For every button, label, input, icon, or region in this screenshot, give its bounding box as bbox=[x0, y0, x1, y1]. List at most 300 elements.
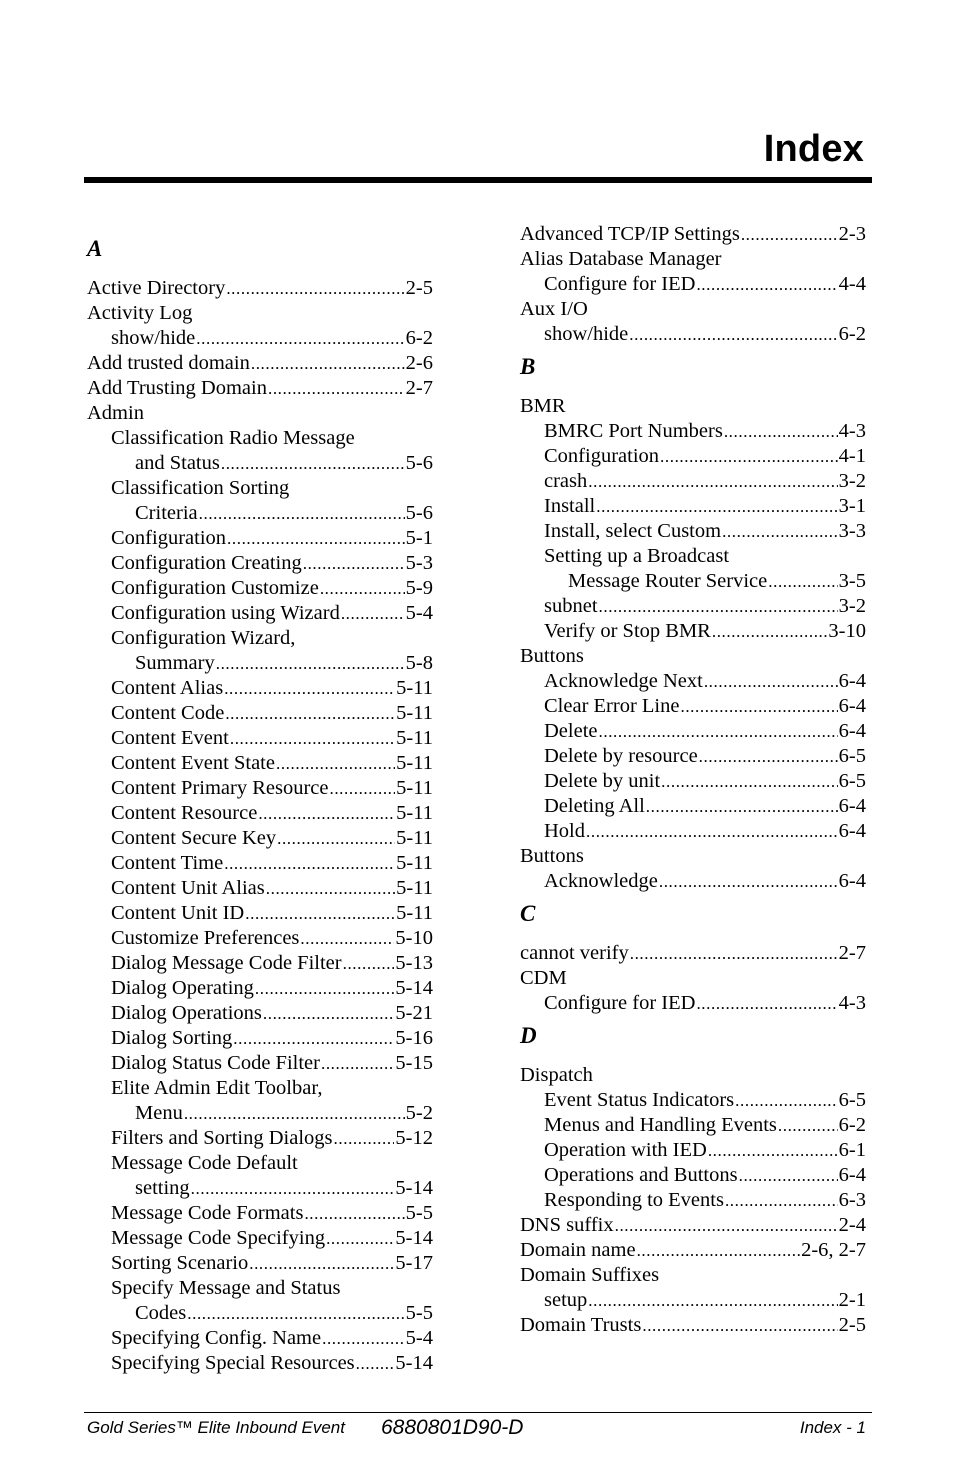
index-entry bbox=[520, 1138, 866, 1163]
index-entry-term: Responding to Events bbox=[544, 1189, 724, 1211]
index-entry bbox=[87, 401, 433, 426]
dot-leader bbox=[268, 376, 405, 401]
index-entry-term: Setting up a Broadcast bbox=[544, 545, 730, 567]
index-entry-term: Domain name bbox=[520, 1239, 636, 1261]
index-entry-page-ref: 5-4 bbox=[405, 602, 433, 624]
index-entry-term: crash bbox=[544, 470, 588, 492]
index-entry-page-ref: 4-1 bbox=[838, 445, 866, 467]
index-entry-page-ref: 5-11 bbox=[396, 902, 433, 924]
index-entry-page-ref: 5-11 bbox=[396, 702, 433, 724]
dot-leader bbox=[329, 776, 395, 801]
index-entry bbox=[520, 222, 866, 247]
dot-leader bbox=[646, 794, 838, 819]
index-entry bbox=[87, 301, 433, 326]
index-entry bbox=[87, 1001, 433, 1026]
index-entry-term: Alias Database Manager bbox=[520, 248, 722, 270]
index-entry-term: Hold bbox=[544, 820, 585, 842]
index-entry bbox=[87, 426, 433, 451]
footer-document-number: 6880801D90-D bbox=[381, 1416, 524, 1439]
index-entry bbox=[87, 1326, 433, 1351]
index-entry-page-ref: 2-5 bbox=[405, 277, 433, 299]
footer-page-number: Index - 1 bbox=[799, 1418, 866, 1437]
index-entry-page-ref: 4-3 bbox=[838, 992, 866, 1014]
index-entry bbox=[520, 1213, 866, 1238]
index-entry-page-ref: 5-2 bbox=[405, 1102, 433, 1124]
dot-leader bbox=[230, 726, 395, 751]
dot-leader bbox=[321, 1051, 394, 1076]
footer-rule bbox=[84, 1412, 872, 1413]
index-entry bbox=[520, 322, 866, 347]
dot-leader bbox=[341, 601, 405, 626]
dot-leader bbox=[184, 1101, 405, 1126]
index-entry-page-ref: 5-14 bbox=[395, 1227, 433, 1249]
index-entry-page-ref: 3-2 bbox=[838, 595, 866, 617]
index-entry bbox=[520, 1288, 866, 1313]
dot-leader bbox=[778, 1113, 838, 1138]
index-entry bbox=[520, 494, 866, 519]
index-entry bbox=[520, 1313, 866, 1338]
index-entry bbox=[87, 1276, 433, 1301]
index-entry-term: Dialog Message Code Filter bbox=[111, 952, 342, 974]
index-entry-term: Message Code Specifying bbox=[111, 1227, 326, 1249]
index-entry-term: setting bbox=[135, 1177, 190, 1199]
dot-leader bbox=[659, 869, 838, 894]
dot-leader bbox=[187, 1301, 404, 1326]
index-entry bbox=[520, 844, 866, 869]
dot-leader bbox=[216, 651, 405, 676]
index-entry-page-ref: 5-14 bbox=[395, 977, 433, 999]
index-entry-page-ref: 3-1 bbox=[838, 495, 866, 517]
index-entry bbox=[520, 769, 866, 794]
dot-leader bbox=[708, 1138, 838, 1163]
dot-leader bbox=[251, 351, 405, 376]
dot-leader bbox=[588, 469, 837, 494]
index-entry bbox=[520, 941, 866, 966]
index-entry bbox=[87, 1101, 433, 1126]
index-entry bbox=[87, 626, 433, 651]
dot-leader bbox=[320, 576, 405, 601]
index-entry-page-ref: 6-4 bbox=[838, 795, 866, 817]
index-entry-term: Configuration Customize bbox=[111, 577, 319, 599]
index-entry bbox=[520, 669, 866, 694]
index-entry bbox=[520, 394, 866, 419]
index-entry-page-ref: 3-5 bbox=[838, 570, 866, 592]
index-entry bbox=[520, 519, 866, 544]
index-entry-page-ref: 5-11 bbox=[396, 777, 433, 799]
index-entry-page-ref: 5-1 bbox=[405, 527, 433, 549]
index-entry-term: Buttons bbox=[520, 645, 584, 667]
index-entry-term: Event Status Indicators bbox=[544, 1089, 735, 1111]
index-entry bbox=[87, 326, 433, 351]
index-entry-term: Delete by resource bbox=[544, 745, 698, 767]
index-entry-term: Configure for IED bbox=[544, 273, 696, 295]
index-entry-term: Dialog Operations bbox=[111, 1002, 262, 1024]
index-entry bbox=[520, 644, 866, 669]
index-entry bbox=[87, 751, 433, 776]
index-entry-page-ref: 6-5 bbox=[838, 1089, 866, 1111]
index-entry-term: Aux I/O bbox=[520, 298, 588, 320]
dot-leader bbox=[304, 1201, 404, 1226]
index-entry-term: cannot verify bbox=[520, 942, 629, 964]
dot-leader bbox=[741, 222, 838, 247]
index-entry-term: Configuration Creating bbox=[111, 552, 302, 574]
index-entry-term: and Status bbox=[135, 452, 220, 474]
dot-leader bbox=[704, 669, 838, 694]
index-entry bbox=[87, 851, 433, 876]
index-entry bbox=[87, 526, 433, 551]
index-entry-term: Configuration using Wizard bbox=[111, 602, 340, 624]
index-entry-page-ref: 2-4 bbox=[838, 1214, 866, 1236]
index-entry bbox=[87, 826, 433, 851]
index-entry-term: Specifying Config. Name bbox=[111, 1327, 322, 1349]
index-entry-term: Summary bbox=[135, 652, 215, 674]
index-entry-term: show/hide bbox=[544, 323, 629, 345]
index-entry bbox=[87, 976, 433, 1001]
index-entry bbox=[87, 551, 433, 576]
index-entry-term: Advanced TCP/IP Settings bbox=[520, 223, 740, 245]
index-entry-term: Content Secure Key bbox=[111, 827, 277, 849]
index-column-left bbox=[87, 236, 433, 1376]
index-entry-term: Customize Preferences bbox=[111, 927, 300, 949]
index-entry-term: Content Primary Resource bbox=[111, 777, 329, 799]
index-entry-term: CDM bbox=[520, 967, 567, 989]
index-entry-page-ref: 2-1 bbox=[838, 1289, 866, 1311]
index-entry bbox=[520, 719, 866, 744]
index-entry bbox=[520, 419, 866, 444]
dot-leader bbox=[199, 501, 405, 526]
index-entry-term: Content Unit ID bbox=[111, 902, 245, 924]
index-entry-page-ref: 5-5 bbox=[405, 1202, 433, 1224]
index-entry bbox=[87, 1351, 433, 1376]
dot-leader bbox=[660, 444, 838, 469]
index-entry bbox=[87, 276, 433, 301]
index-entry-term: Add trusted domain bbox=[87, 352, 250, 374]
index-entry-term: Dialog Sorting bbox=[111, 1027, 233, 1049]
index-entry-term: Content Event bbox=[111, 727, 229, 749]
index-entry bbox=[87, 776, 433, 801]
index-entry-page-ref: 5-11 bbox=[396, 827, 433, 849]
index-entry-page-ref: 2-5 bbox=[838, 1314, 866, 1336]
index-entry-page-ref: 6-4 bbox=[838, 670, 866, 692]
dot-leader bbox=[724, 419, 838, 444]
index-entry bbox=[520, 1163, 866, 1188]
index-entry-page-ref: 6-4 bbox=[838, 820, 866, 842]
index-entry bbox=[87, 351, 433, 376]
index-entry-term: Message Code Default bbox=[111, 1152, 298, 1174]
dot-leader bbox=[599, 719, 838, 744]
index-entry-page-ref: 2-3 bbox=[838, 223, 866, 245]
index-entry-page-ref: 5-17 bbox=[395, 1252, 433, 1274]
index-entry-term: Classification Sorting bbox=[111, 477, 290, 499]
dot-leader bbox=[596, 494, 837, 519]
index-entry bbox=[520, 819, 866, 844]
index-entry-page-ref: 6-4 bbox=[838, 695, 866, 717]
dot-leader bbox=[735, 1088, 838, 1113]
section-letter-heading: D bbox=[520, 1023, 537, 1048]
index-entry-page-ref: 5-5 bbox=[405, 1302, 433, 1324]
index-entry bbox=[520, 1063, 866, 1088]
index-entry bbox=[520, 247, 866, 272]
index-entry bbox=[520, 1088, 866, 1113]
index-entry-term: Operations and Buttons bbox=[544, 1164, 738, 1186]
index-entry bbox=[520, 444, 866, 469]
index-entry bbox=[87, 1026, 433, 1051]
dot-leader bbox=[661, 769, 838, 794]
index-entry-page-ref: 5-21 bbox=[395, 1002, 433, 1024]
index-entry-term: Specifying Special Resources bbox=[111, 1352, 355, 1374]
index-entry bbox=[87, 801, 433, 826]
dot-leader bbox=[696, 272, 837, 297]
index-entry-term: Verify or Stop BMR bbox=[544, 620, 711, 642]
index-entry-page-ref: 5-11 bbox=[396, 802, 433, 824]
dot-leader bbox=[227, 526, 405, 551]
index-entry bbox=[87, 376, 433, 401]
index-entry-term: Domain Trusts bbox=[520, 1314, 642, 1336]
index-entry bbox=[87, 926, 433, 951]
dot-leader bbox=[768, 569, 837, 594]
index-entry-term: Sorting Scenario bbox=[111, 1252, 249, 1274]
index-entry-term: Message Router Service bbox=[568, 570, 768, 592]
index-entry bbox=[520, 1238, 866, 1263]
index-entry-term: Activity Log bbox=[87, 302, 193, 324]
index-entry bbox=[87, 651, 433, 676]
index-entry-term: Content Time bbox=[111, 852, 224, 874]
index-entry-term: Delete by unit bbox=[544, 770, 661, 792]
index-entry-term: Configure for IED bbox=[544, 992, 696, 1014]
index-entry bbox=[87, 1226, 433, 1251]
index-entry-term: BMR bbox=[520, 395, 566, 417]
index-entry-page-ref: 5-11 bbox=[396, 677, 433, 699]
index-entry-page-ref: 6-4 bbox=[838, 1164, 866, 1186]
index-entry-page-ref: 6-2 bbox=[838, 1114, 866, 1136]
index-entry-term: BMRC Port Numbers bbox=[544, 420, 723, 442]
index-entry-page-ref: 5-3 bbox=[405, 552, 433, 574]
dot-leader bbox=[356, 1351, 395, 1376]
index-entry-term: Domain Suffixes bbox=[520, 1264, 660, 1286]
index-entry-term: Menus and Handling Events bbox=[544, 1114, 777, 1136]
index-entry-page-ref: 5-8 bbox=[405, 652, 433, 674]
index-entry-term: Content Event State bbox=[111, 752, 275, 774]
index-entry bbox=[520, 694, 866, 719]
index-entry bbox=[520, 1263, 866, 1288]
dot-leader bbox=[615, 1213, 838, 1238]
section-gap bbox=[520, 894, 866, 901]
index-entry-page-ref: 3-3 bbox=[838, 520, 866, 542]
index-entry-term: Configuration bbox=[111, 527, 227, 549]
index-entry-term: Install bbox=[544, 495, 596, 517]
dot-leader bbox=[637, 1238, 801, 1263]
index-entry-term: Configuration Wizard, bbox=[111, 627, 296, 649]
index-entry-term: Operation with IED bbox=[544, 1139, 707, 1161]
index-entry bbox=[87, 1051, 433, 1076]
dot-leader bbox=[249, 1251, 394, 1276]
dot-leader bbox=[224, 676, 395, 701]
index-entry-page-ref: 5-4 bbox=[405, 1327, 433, 1349]
index-entry-page-ref: 6-4 bbox=[838, 870, 866, 892]
index-entry bbox=[520, 544, 866, 569]
index-entry-page-ref: 5-14 bbox=[395, 1352, 433, 1374]
index-entry bbox=[87, 876, 433, 901]
index-entry-page-ref: 2-6, 2-7 bbox=[801, 1239, 866, 1261]
index-entry-term: Content Code bbox=[111, 702, 225, 724]
index-entry-term: Dialog Status Code Filter bbox=[111, 1052, 320, 1074]
dot-leader bbox=[258, 801, 395, 826]
index-entry-term: Admin bbox=[87, 402, 144, 424]
index-entry-page-ref: 5-14 bbox=[395, 1177, 433, 1199]
index-entry-term: DNS suffix bbox=[520, 1214, 614, 1236]
dot-leader bbox=[629, 322, 837, 347]
index-entry-page-ref: 5-16 bbox=[395, 1027, 433, 1049]
dot-leader bbox=[233, 1026, 394, 1051]
dot-leader bbox=[263, 1001, 395, 1026]
index-entry bbox=[520, 869, 866, 894]
index-entry-page-ref: 2-7 bbox=[405, 377, 433, 399]
dot-leader bbox=[722, 519, 838, 544]
index-entry-page-ref: 5-6 bbox=[405, 502, 433, 524]
index-entry bbox=[87, 1151, 433, 1176]
section-gap bbox=[520, 347, 866, 354]
dot-leader bbox=[277, 826, 395, 851]
index-entry-page-ref: 3-10 bbox=[828, 620, 866, 642]
page-title: Index bbox=[763, 128, 864, 170]
title-rule bbox=[84, 177, 872, 183]
index-entry bbox=[520, 619, 866, 644]
index-entry bbox=[520, 991, 866, 1016]
dot-leader bbox=[191, 1176, 395, 1201]
index-entry-term: Specify Message and Status bbox=[111, 1277, 341, 1299]
footer-product-title: Gold Series™ Elite Inbound Event bbox=[87, 1418, 345, 1437]
dot-leader bbox=[224, 851, 395, 876]
index-entry bbox=[87, 951, 433, 976]
index-entry-term: Message Code Formats bbox=[111, 1202, 304, 1224]
index-entry bbox=[87, 901, 433, 926]
index-entry-term: show/hide bbox=[111, 327, 196, 349]
index-entry-term: Content Resource bbox=[111, 802, 258, 824]
dot-leader bbox=[712, 619, 828, 644]
dot-leader bbox=[245, 901, 395, 926]
index-entry-page-ref: 6-2 bbox=[405, 327, 433, 349]
index-entry-term: Filters and Sorting Dialogs bbox=[111, 1127, 333, 1149]
index-entry-term: Content Alias bbox=[111, 677, 224, 699]
dot-leader bbox=[680, 694, 837, 719]
index-entry-page-ref: 2-6 bbox=[405, 352, 433, 374]
index-entry bbox=[520, 297, 866, 322]
dot-leader bbox=[255, 976, 395, 1001]
index-entry bbox=[520, 744, 866, 769]
index-entry-term: Active Directory bbox=[87, 277, 226, 299]
dot-leader bbox=[642, 1313, 837, 1338]
index-entry bbox=[87, 1076, 433, 1101]
index-entry-page-ref: 4-4 bbox=[838, 273, 866, 295]
dot-leader bbox=[225, 701, 395, 726]
section-letter-heading: A bbox=[87, 236, 103, 261]
index-entry-page-ref: 5-12 bbox=[395, 1127, 433, 1149]
dot-leader bbox=[588, 1288, 837, 1313]
index-entry bbox=[520, 469, 866, 494]
index-entry bbox=[87, 576, 433, 601]
index-entry-page-ref: 5-11 bbox=[396, 752, 433, 774]
dot-leader bbox=[696, 991, 837, 1016]
dot-leader bbox=[196, 326, 404, 351]
index-entry bbox=[87, 1201, 433, 1226]
index-entry-term: Dispatch bbox=[520, 1064, 593, 1086]
index-entry-page-ref: 5-13 bbox=[395, 952, 433, 974]
dot-leader bbox=[343, 951, 395, 976]
index-entry bbox=[87, 726, 433, 751]
index-entry-term: Delete bbox=[544, 720, 598, 742]
index-entry-term: Elite Admin Edit Toolbar, bbox=[111, 1077, 323, 1099]
index-entry bbox=[87, 476, 433, 501]
index-entry-term: Configuration bbox=[544, 445, 660, 467]
dot-leader bbox=[322, 1326, 405, 1351]
index-entry bbox=[520, 1188, 866, 1213]
index-entry-page-ref: 6-4 bbox=[838, 720, 866, 742]
index-entry bbox=[87, 1176, 433, 1201]
index-entry-page-ref: 4-3 bbox=[838, 420, 866, 442]
index-entry-term: Buttons bbox=[520, 845, 584, 867]
section-letter-heading: B bbox=[520, 354, 536, 379]
index-entry-term: Classification Radio Message bbox=[111, 427, 355, 449]
index-entry bbox=[87, 1251, 433, 1276]
index-entry bbox=[520, 966, 866, 991]
index-entry-page-ref: 5-10 bbox=[395, 927, 433, 949]
index-entry bbox=[87, 451, 433, 476]
dot-leader bbox=[725, 1188, 838, 1213]
dot-leader bbox=[334, 1126, 395, 1151]
index-entry bbox=[520, 794, 866, 819]
index-entry-page-ref: 2-7 bbox=[838, 942, 866, 964]
index-entry-term: Dialog Operating bbox=[111, 977, 254, 999]
index-entry-term: Menu bbox=[135, 1102, 183, 1124]
index-entry-term: subnet bbox=[544, 595, 598, 617]
index-entry-term: Add Trusting Domain bbox=[87, 377, 267, 399]
index-entry-page-ref: 6-5 bbox=[838, 745, 866, 767]
dot-leader bbox=[303, 551, 405, 576]
index-column-right bbox=[520, 222, 866, 1338]
index-entry-page-ref: 5-11 bbox=[396, 877, 433, 899]
dot-leader bbox=[326, 1226, 394, 1251]
index-entry-term: Acknowledge Next bbox=[544, 670, 703, 692]
index-entry bbox=[87, 1301, 433, 1326]
dot-leader bbox=[586, 819, 838, 844]
dot-leader bbox=[739, 1163, 838, 1188]
index-entry-term: Install, select Custom bbox=[544, 520, 722, 542]
index-entry bbox=[520, 569, 866, 594]
index-entry bbox=[87, 701, 433, 726]
section-gap bbox=[520, 1016, 866, 1023]
index-entry bbox=[87, 501, 433, 526]
index-entry-page-ref: 5-11 bbox=[396, 852, 433, 874]
index-entry-page-ref: 5-15 bbox=[395, 1052, 433, 1074]
index-entry-term: setup bbox=[544, 1289, 588, 1311]
index-entry bbox=[87, 1126, 433, 1151]
index-entry-page-ref: 6-5 bbox=[838, 770, 866, 792]
section-letter-heading: C bbox=[520, 901, 536, 926]
dot-leader bbox=[226, 276, 404, 301]
index-entry-page-ref: 6-3 bbox=[838, 1189, 866, 1211]
dot-leader bbox=[699, 744, 838, 769]
index-entry bbox=[520, 1113, 866, 1138]
dot-leader bbox=[221, 451, 405, 476]
index-entry-term: Content Unit Alias bbox=[111, 877, 265, 899]
dot-leader bbox=[630, 941, 838, 966]
index-entry bbox=[87, 601, 433, 626]
index-entry-term: Clear Error Line bbox=[544, 695, 680, 717]
index-entry-page-ref: 6-1 bbox=[838, 1139, 866, 1161]
dot-leader bbox=[266, 876, 395, 901]
index-entry-term: Criteria bbox=[135, 502, 198, 524]
index-entry bbox=[520, 272, 866, 297]
